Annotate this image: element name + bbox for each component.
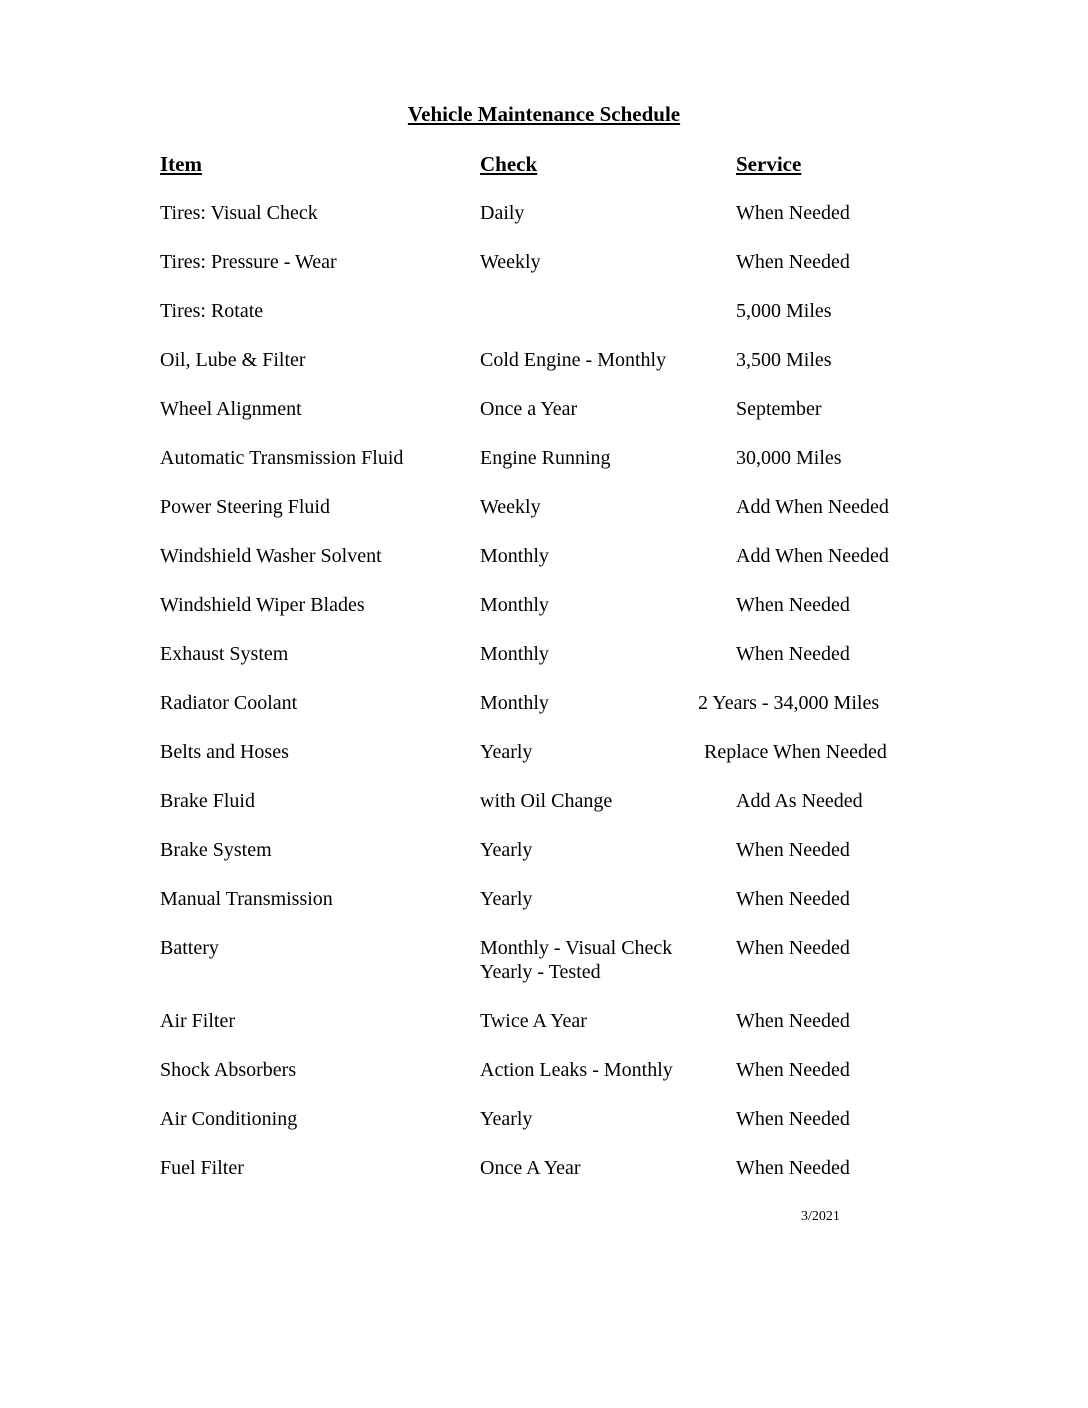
row-service: 5,000 Miles (736, 300, 832, 322)
table-row (0, 689, 1088, 738)
table-row (0, 297, 1088, 346)
row-check-line-2: Yearly - Tested (480, 961, 601, 983)
row-item: Fuel Filter (160, 1157, 244, 1179)
row-service: When Needed (736, 839, 850, 861)
row-item: Belts and Hoses (160, 741, 289, 763)
table-row (0, 1105, 1088, 1154)
schedule-table (0, 199, 1088, 1203)
row-service: 30,000 Miles (736, 447, 842, 469)
row-check: Action Leaks - Monthly (480, 1059, 673, 1081)
row-service: When Needed (736, 202, 850, 224)
row-item: Windshield Wiper Blades (160, 594, 365, 616)
row-service: Add When Needed (736, 496, 889, 518)
row-check: Yearly (480, 741, 533, 763)
row-item: Shock Absorbers (160, 1059, 297, 1081)
row-service: When Needed (736, 1059, 850, 1081)
header-service: Service (736, 152, 802, 176)
table-row (0, 199, 1088, 248)
row-service: 3,500 Miles (736, 349, 832, 371)
row-check: Once a Year (480, 398, 578, 420)
table-row (0, 738, 1088, 787)
row-service: When Needed (736, 594, 850, 616)
row-check-line: Monthly - Visual Check (480, 937, 673, 959)
table-row (0, 395, 1088, 444)
table-row (0, 934, 1088, 1007)
table-row (0, 542, 1088, 591)
page-title: Vehicle Maintenance Schedule (407, 102, 681, 126)
row-check: Once A Year (480, 1157, 581, 1179)
row-item: Exhaust System (160, 643, 289, 665)
row-check: Yearly (480, 1108, 533, 1130)
row-check: Monthly (480, 594, 549, 616)
row-check: Engine Running (480, 447, 611, 469)
table-row (0, 787, 1088, 836)
row-service: When Needed (736, 251, 850, 273)
row-service: September (736, 398, 822, 420)
row-service: 2 Years - 34,000 Miles (698, 692, 880, 714)
row-check: Monthly (480, 692, 549, 714)
row-service: When Needed (736, 1010, 850, 1032)
row-check: Weekly (480, 251, 541, 273)
row-service: When Needed (736, 888, 850, 910)
row-item: Air Conditioning (160, 1108, 298, 1130)
row-check: Yearly (480, 888, 533, 910)
row-check: Yearly (480, 839, 533, 861)
revision-date: 3/2021 (801, 1209, 840, 1224)
header-check: Check (480, 152, 538, 176)
row-item: Brake System (160, 839, 272, 861)
row-check: Daily (480, 202, 525, 224)
row-service: When Needed (736, 937, 850, 959)
table-row (0, 444, 1088, 493)
row-service: Add As Needed (736, 790, 863, 812)
table-row (0, 493, 1088, 542)
row-item: Manual Transmission (160, 888, 333, 910)
row-check: Cold Engine - Monthly (480, 349, 667, 371)
row-service: When Needed (736, 643, 850, 665)
table-row (0, 1154, 1088, 1203)
table-row (0, 346, 1088, 395)
row-check: with Oil Change (480, 790, 613, 812)
row-service: Add When Needed (736, 545, 889, 567)
row-check: Monthly (480, 643, 549, 665)
row-service: When Needed (736, 1157, 850, 1179)
row-check (480, 936, 672, 984)
row-item: Automatic Transmission Fluid (160, 447, 404, 469)
table-row (0, 836, 1088, 885)
table-row (0, 1056, 1088, 1105)
row-check: Weekly (480, 496, 541, 518)
table-row (0, 885, 1088, 934)
row-service: Replace When Needed (704, 741, 887, 763)
table-row (0, 640, 1088, 689)
header-item: Item (160, 152, 202, 176)
row-item: Power Steering Fluid (160, 496, 330, 518)
row-item: Brake Fluid (160, 790, 255, 812)
row-check: Monthly (480, 545, 549, 567)
row-service: When Needed (736, 1108, 850, 1130)
table-row (0, 1007, 1088, 1056)
row-item: Tires: Rotate (160, 300, 264, 322)
row-item: Wheel Alignment (160, 398, 302, 420)
row-item: Tires: Pressure - Wear (160, 251, 337, 273)
row-check: Twice A Year (480, 1010, 587, 1032)
row-item: Tires: Visual Check (160, 202, 318, 224)
row-item: Radiator Coolant (160, 692, 298, 714)
row-item: Oil, Lube & Filter (160, 349, 306, 371)
table-row (0, 248, 1088, 297)
row-item: Air Filter (160, 1010, 235, 1032)
row-item: Battery (160, 937, 219, 959)
row-item: Windshield Washer Solvent (160, 545, 382, 567)
table-row (0, 591, 1088, 640)
